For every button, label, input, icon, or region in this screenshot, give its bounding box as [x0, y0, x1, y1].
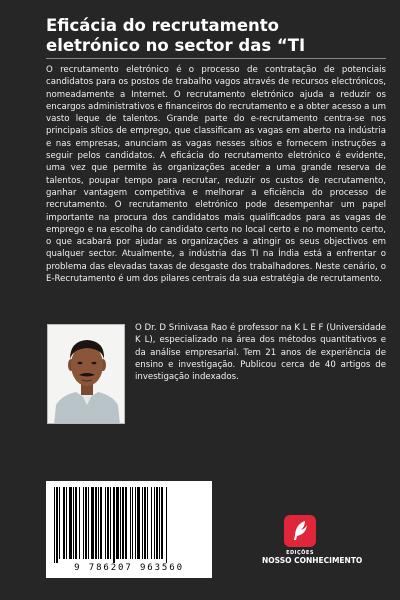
author-bio: O Dr. D Srinivasa Rao é professor na K L E F (Universidade K L), especializado na área dos métodos quantitativos e da análise empresarial. Tem 21 anos de experiência de ensino e investigação. Publicou cerca de 40 artigos de investigação indexados. [135, 323, 386, 383]
isbn-barcode [46, 481, 212, 578]
publisher-logo-mark [284, 515, 316, 547]
title-divider [46, 58, 386, 59]
feather-icon [284, 515, 316, 547]
author-portrait-image [48, 325, 125, 424]
book-title [46, 16, 386, 56]
book-description: O recrutamento eletrónico é o processo de contratação de potenciais candidatos para os postos de trabalho vagos através de recursos electrónicos, nomeadamente a Internet. O recrutamento eletrónico ajuda a reduzir os encargos administrativos e financeiros do recrutamento e a obter acesso a um vasto leque de talentos. Grande parte do e-recrutamento centra-se nos principais sítios de emprego, que classificam as vagas em aberto na indústria e nas empresas, anunciam as vagas nesses sítios e fornecem instruções a seguir pelos candidatos. A eficácia do recrutamento eletrónico é evidente, uma vez que permite às organizações aceder a uma grande reserva de talentos, poupar tempo para recrutar, reduzir os custos de recrutamento, ganhar vantagem competitiva e melhorar a eficiência do processo de recrutamento. O recrutamento eletrónico pode desempenhar um papel importante na procura dos candidatos mais qualificados para as vagas de emprego e na escolha do candidato certo no local certo e no momento certo, o que acabará por ajudar as organizações a atingir os seus objectivos em qualquer sector. Atualmente, a indústria das TI na Índia está a enfrentar o problema das elevadas taxas de desgaste dos trabalhadores. Neste cenário, o E-Recrutamento é um dos pilares centrais da sua estratégia de recrutamento. [46, 65, 386, 285]
barcode-bars-image [54, 487, 204, 563]
book-title-line-1: Eficácia do recrutamento [46, 16, 279, 35]
author-photo [47, 324, 125, 424]
publisher-logo [262, 515, 363, 570]
publisher-name-line-2: NOSSO CONHECIMENTO [262, 556, 363, 565]
publisher-name-line-1: EDIÇÕES [286, 550, 314, 556]
book-title-line-2: eletrónico no sector das “TI [46, 36, 306, 55]
isbn-digits: 9 786207 963560 [74, 563, 184, 573]
